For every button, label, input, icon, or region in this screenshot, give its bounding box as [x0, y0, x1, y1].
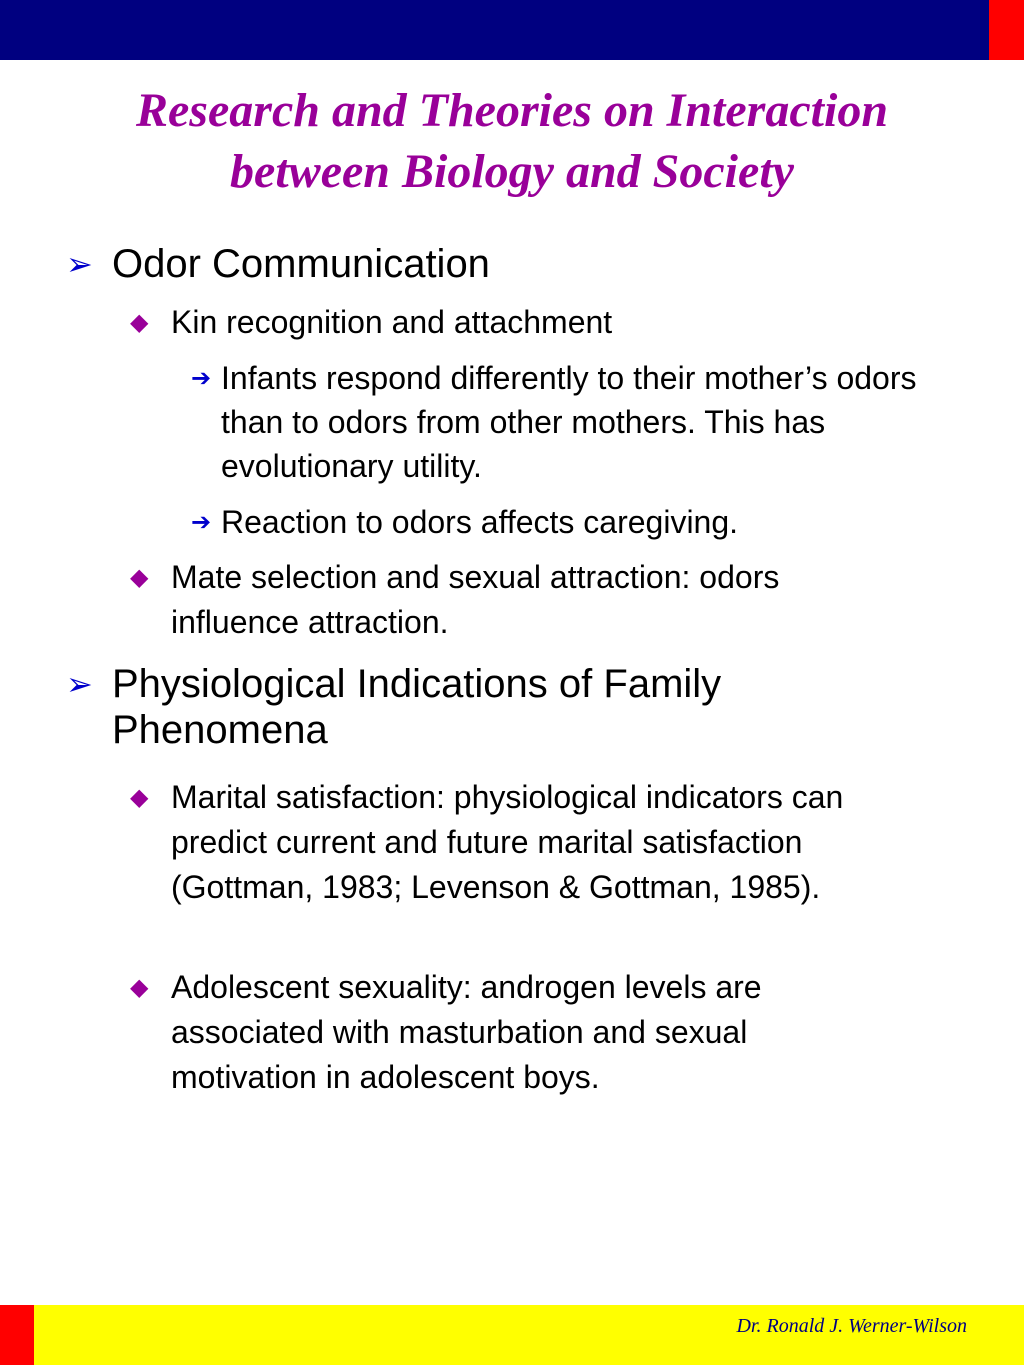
arrowhead-bullet-icon: ➢	[66, 665, 93, 703]
diamond-bullet-icon: ◆	[130, 563, 149, 591]
right-arrow-bullet-icon: ➔	[191, 364, 212, 392]
bullet-text: Odor Communication	[112, 242, 490, 286]
bullet-text: Mate selection and sexual attraction: odors influence attraction.	[171, 559, 780, 640]
arrowhead-bullet-icon: ➢	[66, 245, 93, 283]
right-arrow-bullet-icon: ➔	[191, 508, 212, 536]
bullet-text: Kin recognition and attachment	[171, 304, 613, 340]
bullet-reaction-to-odors	[191, 500, 966, 544]
slide-title: Research and Theories on Interaction between Biology and Society	[135, 84, 889, 198]
bullet-mate-selection	[130, 555, 906, 645]
header-accent	[989, 0, 1024, 60]
bullet-kin-recognition	[130, 300, 971, 345]
bullet-text: Adolescent sexuality: androgen levels are associated with masturbation and sexual motivation in adolescent boys.	[171, 969, 762, 1095]
bullet-infants-respond	[191, 356, 966, 488]
diamond-bullet-icon: ◆	[130, 973, 149, 1001]
bullet-adolescent-sexuality	[130, 965, 901, 1100]
footer-author: Dr. Ronald J. Werner-Wilson	[736, 1315, 967, 1337]
footer-accent	[0, 1305, 34, 1365]
bullet-odor-communication	[66, 241, 972, 287]
bullet-marital-satisfaction	[130, 775, 916, 910]
bullet-text: Reaction to odors affects caregiving.	[221, 504, 739, 540]
diamond-bullet-icon: ◆	[130, 783, 149, 811]
bullet-physiological-indications	[66, 661, 872, 753]
bullet-text: Marital satisfaction: physiological indicators can predict current and future marital satisfaction (Gottman, 1983; Levenson & Gottman, 1985).	[171, 779, 844, 905]
bullet-text: Infants respond differently to their mother’s odors than to odors from other mothers. This has evolutionary utility.	[221, 360, 917, 484]
header-bar	[0, 0, 989, 60]
bullet-text: Physiological Indications of Family Phenomena	[112, 662, 722, 752]
diamond-bullet-icon: ◆	[130, 308, 149, 336]
